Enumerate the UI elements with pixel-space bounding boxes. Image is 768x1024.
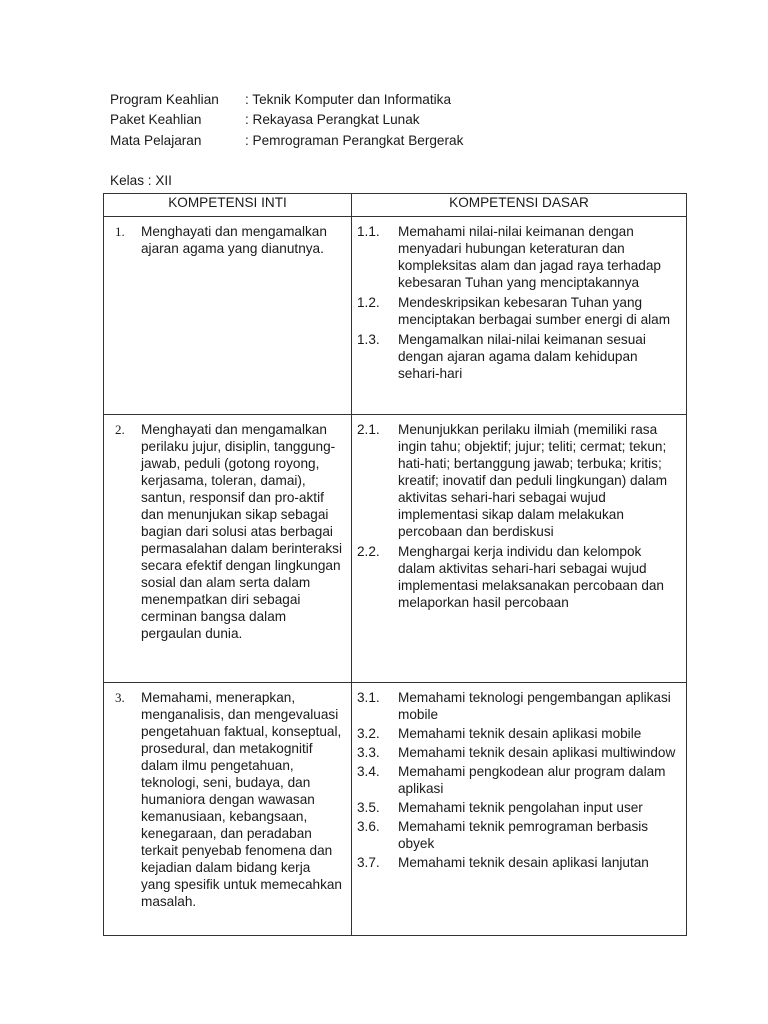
kd-text: Memahami teknologi pengembangan aplikasi mobile — [398, 690, 671, 722]
kd-number: 1.3. — [357, 332, 380, 347]
table-row — [104, 217, 687, 415]
kelas-label: Kelas : XII — [110, 173, 172, 188]
kd-text: Menunjukkan perilaku ilmiah (memiliki rasa ingin tahu; objektif; jujur; teliti; cermat; tekun; hati-hati; bertanggung jawab; terbuka; kritis; kreatif; inovatif dan peduli lingkungan) dalam aktivitas sehari-hari sebagai wujud implementasi sikap dalam melakukan percobaan dan berdiskusi — [398, 422, 668, 539]
kd-number: 2.1. — [357, 422, 380, 437]
kd-item — [357, 854, 682, 871]
kd-number: 2.2. — [357, 544, 380, 559]
table-header-row — [104, 194, 687, 217]
kd-text: Memahami pengkodean alur program dalam aplikasi — [398, 764, 666, 796]
header-row-paket — [110, 110, 463, 131]
kd-cell — [352, 415, 687, 683]
header-value: : Pemrograman Perangkat Bergerak — [245, 132, 464, 148]
ki-text: Memahami, menerapkan, menganalisis, dan mengevaluasi pengetahuan faktual, konseptual, prosedural, dan metakognitif dalam ilmu pengetahuan, teknologi, seni, budaya, dan humaniora dengan wawasan kemanusiaan, kebangsaan, kenegaraan, dan peradaban terkait penyebab fenomena dan kejadian dalam bidang kerja yang spesifik untuk memecahkan masalah. — [141, 690, 342, 909]
kd-item — [357, 725, 682, 742]
header-value: : Rekayasa Perangkat Lunak — [245, 112, 420, 128]
kd-number: 1.1. — [357, 224, 380, 239]
kd-text: Memahami teknik desain aplikasi lanjutan — [398, 855, 649, 870]
ki-text: Menghayati dan mengamalkan perilaku jujur, disiplin, tanggung- jawab, peduli (gotong royong, kerjasama, toleran, damai), santun, responsif dan pro-aktif dan menunjukan sikap sebagai bagian dari solusi atas berbagai permasalahan dalam berinteraksi secara efektif dengan lingkungan sosial dan alam serta dalam menempatkan diri sebagai cerminan bangsa dalam pergaulan dunia. — [141, 422, 342, 641]
kd-number: 3.4. — [357, 764, 380, 779]
kd-item — [357, 421, 682, 540]
ki-cell — [104, 217, 352, 415]
kd-item — [357, 689, 682, 723]
ki-number: 2. — [115, 422, 125, 437]
table-row — [104, 683, 687, 936]
kd-number: 3.5. — [357, 800, 380, 815]
kd-number: 3.3. — [357, 745, 380, 760]
ki-item — [115, 223, 343, 257]
header-label: Paket Keahlian — [110, 112, 202, 128]
table-row — [104, 415, 687, 683]
header-label: Program Keahlian — [110, 91, 219, 107]
header-row-mapel — [110, 130, 463, 151]
kd-text: Mendeskripsikan kebesaran Tuhan yang menciptakan berbagai sumber energi di alam — [398, 295, 671, 327]
kd-item — [357, 331, 682, 382]
header-label: Mata Pelajaran — [110, 132, 202, 148]
kd-text: Mengamalkan nilai-nilai keimanan sesuai dengan ajaran agama dalam kehidupan sehari-hari — [398, 332, 646, 381]
header-row-program — [110, 89, 463, 110]
kd-number: 1.2. — [357, 295, 380, 310]
kd-text: Menghargai kerja individu dan kelompok dalam aktivitas sehari-hari sebagai wujud implementasi melaksanakan percobaan dan melaporkan hasil percobaan — [398, 544, 664, 610]
ki-cell — [104, 415, 352, 683]
column-header-kd: KOMPETENSI DASAR — [352, 194, 687, 217]
kd-number: 3.2. — [357, 726, 380, 741]
kd-text: Memahami teknik pemrograman berbasis obyek — [398, 819, 649, 851]
kd-item — [357, 799, 682, 816]
kd-item — [357, 763, 682, 797]
kd-text: Memahami teknik pengolahan input user — [398, 800, 643, 815]
kd-item — [357, 543, 682, 611]
kd-cell — [352, 217, 687, 415]
kd-number: 3.1. — [357, 690, 380, 705]
ki-text: Menghayati dan mengamalkan ajaran agama yang dianutnya. — [141, 224, 327, 256]
kd-text: Memahami teknik desain aplikasi mobile — [398, 726, 642, 741]
kd-text: Memahami nilai-nilai keimanan dengan menyadari hubungan keteraturan dan kompleksitas alam dan jagad raya terhadap kebesaran Tuhan yang menciptakannya — [398, 224, 661, 290]
kd-cell — [352, 683, 687, 936]
kd-number: 3.6. — [357, 819, 380, 834]
kd-item — [357, 223, 682, 291]
ki-number: 1. — [115, 224, 125, 239]
ki-item — [115, 689, 343, 910]
kd-item — [357, 744, 682, 761]
header-value: : Teknik Komputer dan Informatika — [245, 91, 452, 107]
kd-number: 3.7. — [357, 855, 380, 870]
kd-text: Memahami teknik desain aplikasi multiwindow — [398, 745, 676, 760]
ki-cell — [104, 683, 352, 936]
competency-table — [103, 193, 687, 936]
ki-item — [115, 421, 343, 642]
kd-item — [357, 818, 682, 852]
document-header — [110, 89, 463, 151]
column-header-ki: KOMPETENSI INTI — [104, 194, 352, 217]
ki-number: 3. — [115, 690, 125, 705]
kd-item — [357, 294, 682, 328]
